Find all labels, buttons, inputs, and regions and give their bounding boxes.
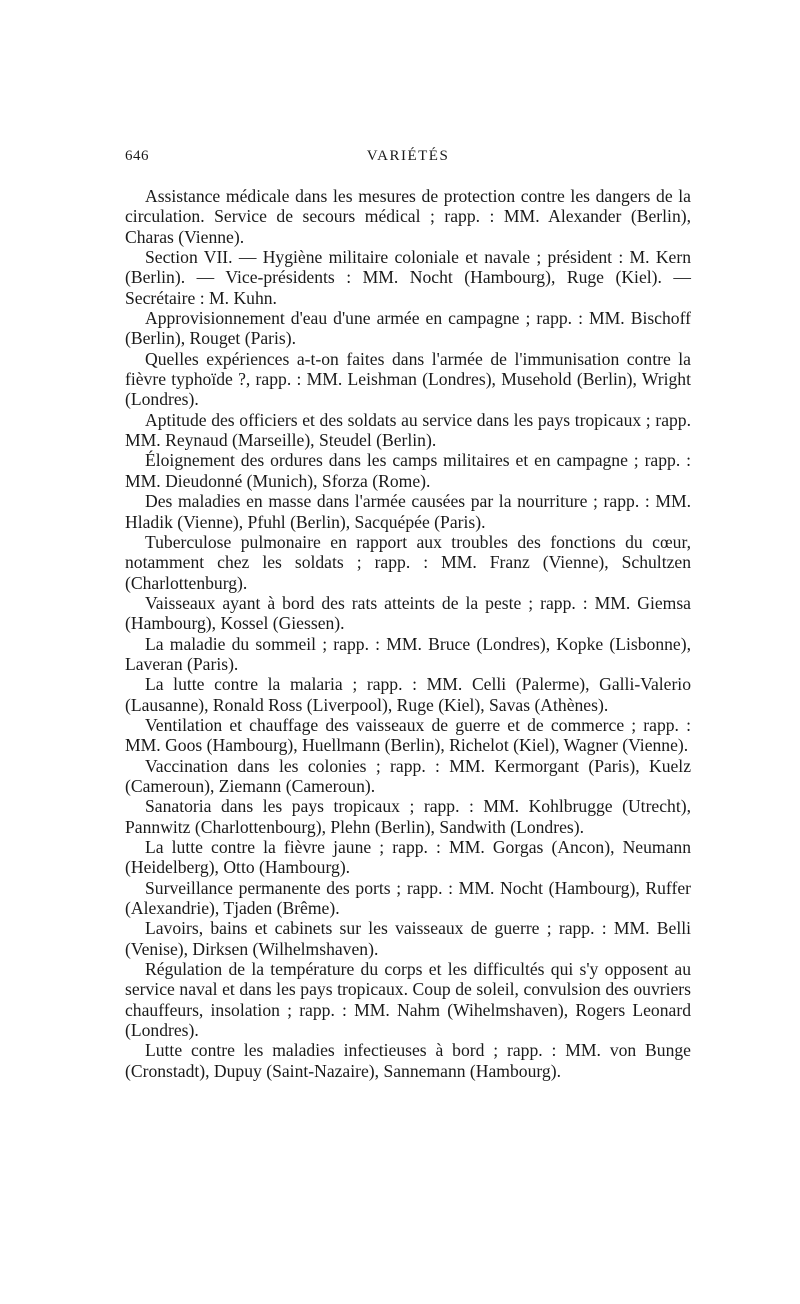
paragraph-temperature-regulation: Régulation de la température du corps et les difficultés qui s'y opposent au service naval et dans les pays tropicaux. Coup de soleil, convulsion des ouvriers chauffeurs, insolation ; rapp. : MM. Nahm (Wihelmshaven), Rogers Leonard (Londres). xyxy=(125,959,691,1041)
paragraph-vaccination: Vaccination dans les colonies ; rapp. : MM. Kermorgant (Paris), Kuelz (Cameroun), Ziemann (Cameroun). xyxy=(125,755,691,796)
paragraph-plague-rats: Vaisseaux ayant à bord des rats atteints de la peste ; rapp. : MM. Giemsa (Hambourg), Kossel (Giessen). xyxy=(125,592,691,634)
paragraph-refuse-removal: Éloignement des ordures dans les camps militaires et en campagne ; rapp. : MM. Dieudonné (Munich), Sforza (Rome). xyxy=(125,450,691,491)
paragraph-sleeping-sickness: La maladie du sommeil ; rapp. : MM. Bruce (Londres), Kopke (Lisbonne), Laveran (Paris). xyxy=(125,633,691,674)
paragraph-port-surveillance: Surveillance permanente des ports ; rapp. : MM. Nocht (Hambourg), Ruffer (Alexandrie), Tjaden (Brême). xyxy=(125,877,691,919)
paragraph-sanatoria: Sanatoria dans les pays tropicaux ; rapp. : MM. Kohlbrugge (Utrecht), Pannwitz (Charlottenbourg), Plehn (Berlin), Sandwith (Londres). xyxy=(125,796,691,837)
paragraph-infectious-diseases: Lutte contre les maladies infectieuses à bord ; rapp. : MM. von Bunge (Cronstadt), Dupuy (Saint-Nazaire), Sannemann (Hambourg). xyxy=(125,1040,691,1081)
paragraph-pulmonary-tuberculosis: Tuberculose pulmonaire en rapport aux troubles des fonctions du cœur, notamment chez les soldats ; rapp. : MM. Franz (Vienne), Schultzen (Charlottenburg). xyxy=(125,531,691,593)
running-header xyxy=(125,148,691,172)
running-title: VARIÉTÉS xyxy=(366,148,450,164)
paragraph-washrooms: Lavoirs, bains et cabinets sur les vaisseaux de guerre ; rapp. : MM. Belli (Venise), Dirksen (Wilhelmshaven). xyxy=(125,918,691,959)
paragraph-section-vii: Section VII. — Hygiène militaire coloniale et navale ; président : M. Kern (Berlin). — Vice-présidents : MM. Nocht (Hambourg), Ruge (Kiel). — Secrétaire : M. Kuhn. xyxy=(125,247,691,308)
paragraph-tropical-aptitude: Aptitude des officiers et des soldats au service dans les pays tropicaux ; rapp. MM. Reynaud (Marseille), Steudel (Berlin). xyxy=(125,409,691,451)
paragraph-circulation-assistance: Assistance médicale dans les mesures de protection contre les dangers de la circulation. Service de secours médical ; rapp. : MM. Alexander (Berlin), Charas (Vienne). xyxy=(125,186,691,247)
paragraph-malaria: La lutte contre la malaria ; rapp. : MM. Celli (Palerme), Galli-Valerio (Lausanne), Ronald Ross (Liverpool), Ruge (Kiel), Savas (Athènes). xyxy=(125,674,691,715)
paragraph-water-supply: Approvisionnement d'eau d'une armée en campagne ; rapp. : MM. Bischoff (Berlin), Rouget (Paris). xyxy=(125,308,691,349)
paragraph-yellow-fever: La lutte contre la fièvre jaune ; rapp. : MM. Gorgas (Ancon), Neumann (Heidelberg), Otto (Hambourg). xyxy=(125,837,691,878)
body-text xyxy=(125,186,691,1081)
paragraph-typhoid-immunisation: Quelles expériences a-t-on faites dans l'armée de l'immunisation contre la fièvre typhoïde ?, rapp. : MM. Leishman (Londres), Musehold (Berlin), Wright (Londres). xyxy=(125,348,691,410)
paragraph-food-diseases: Des maladies en masse dans l'armée causées par la nourriture ; rapp. : MM. Hladik (Vienne), Pfuhl (Berlin), Sacquépée (Paris). xyxy=(125,491,691,532)
paragraph-ventilation: Ventilation et chauffage des vaisseaux de guerre et de commerce ; rapp. : MM. Goos (Hambourg), Huellmann (Berlin), Richelot (Kiel), Wagner (Vienne). xyxy=(125,714,691,756)
page-number: 646 xyxy=(125,148,149,164)
